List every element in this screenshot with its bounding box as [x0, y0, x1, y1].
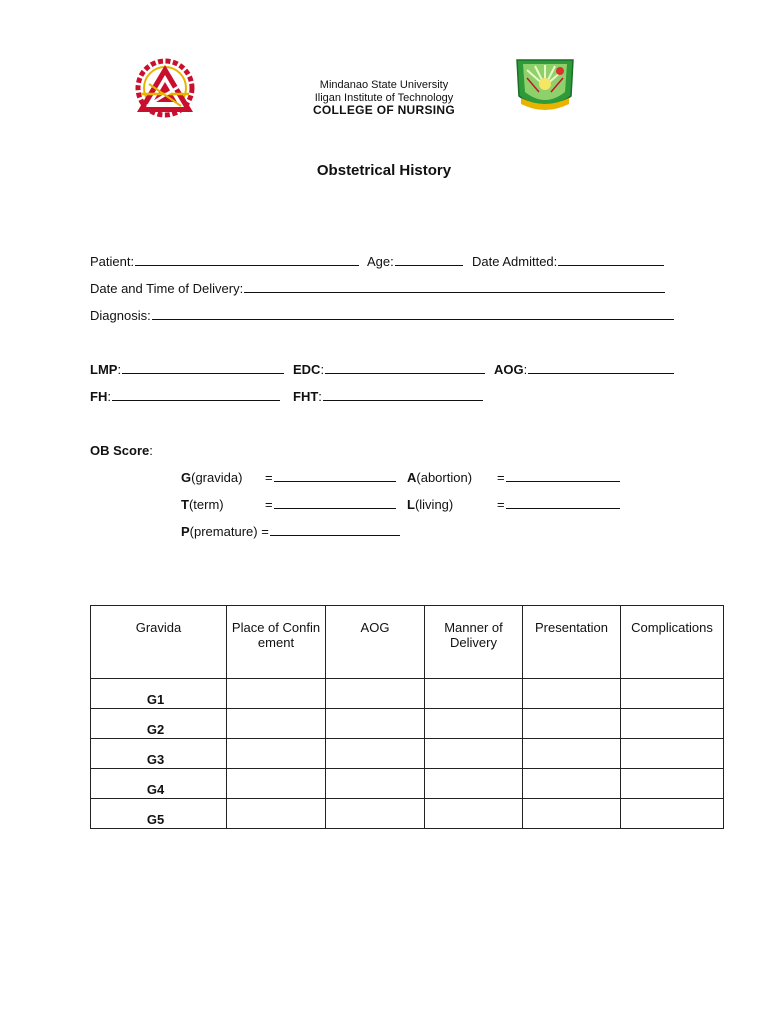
abortion-value — [497, 470, 620, 486]
row-label-g5: G5 — [91, 799, 227, 829]
table-cell[interactable] — [523, 709, 621, 739]
term-value — [265, 497, 396, 513]
a-letter: A — [407, 470, 417, 485]
fh-colon: : — [107, 389, 111, 404]
header-manner-of-delivery: Manner of Delivery — [425, 606, 523, 679]
table-row — [91, 679, 724, 709]
l-letter: L — [407, 497, 415, 512]
p-text: (premature) = — [189, 524, 269, 539]
diagnosis-row — [90, 308, 674, 324]
lmp-row — [90, 362, 284, 378]
abortion-input-line[interactable] — [506, 470, 620, 482]
aog-colon: : — [523, 362, 528, 377]
college-of-nursing-seal-logo — [513, 56, 577, 116]
header-aog: AOG — [326, 606, 425, 679]
university-name: Mindanao State University — [319, 79, 449, 91]
page-title: Obstetrical History — [316, 162, 452, 179]
gravida-value — [265, 470, 396, 486]
table-cell[interactable] — [621, 679, 724, 709]
msu-iit-seal-logo — [131, 58, 199, 118]
obstetrical-history-table — [90, 605, 724, 829]
table-cell[interactable] — [326, 679, 425, 709]
table-cell[interactable] — [326, 799, 425, 829]
term-row — [181, 497, 224, 513]
table-cell[interactable] — [523, 769, 621, 799]
a-text: (abortion) — [416, 470, 473, 485]
table-cell[interactable] — [523, 679, 621, 709]
diagnosis-label: Diagnosis: — [90, 308, 151, 323]
nursing-seal-icon — [513, 56, 577, 116]
edc-label: EDC — [293, 362, 321, 377]
patient-input-line[interactable] — [135, 254, 359, 266]
header-gravida: Gravida — [91, 606, 227, 679]
t-letter: T — [181, 497, 189, 512]
gravida-row — [181, 470, 242, 486]
gravida-input-line[interactable] — [274, 470, 396, 482]
table-row — [91, 769, 724, 799]
college-name: COLLEGE OF NURSING — [312, 103, 456, 117]
table-cell[interactable] — [425, 799, 523, 829]
age-label: Age: — [367, 254, 394, 269]
ob-score-label: OB Score — [90, 443, 150, 458]
table-cell[interactable] — [621, 709, 724, 739]
fht-colon: : — [318, 389, 322, 404]
age-row — [367, 254, 463, 270]
date-admitted-row — [472, 254, 664, 270]
table-cell[interactable] — [425, 709, 523, 739]
a-equals: = — [497, 470, 505, 485]
header-complications: Complications — [621, 606, 724, 679]
living-row — [407, 497, 453, 513]
abortion-row — [407, 470, 472, 486]
edc-input-line[interactable] — [325, 362, 485, 374]
msu-iit-seal-icon — [131, 58, 199, 118]
table-cell[interactable] — [227, 739, 326, 769]
table-header-row — [91, 606, 724, 679]
date-admitted-input-line[interactable] — [558, 254, 664, 266]
living-input-line[interactable] — [506, 497, 620, 509]
lmp-input-line[interactable] — [122, 362, 284, 374]
table-cell[interactable] — [621, 769, 724, 799]
row-label-g2: G2 — [91, 709, 227, 739]
delivery-label: Date and Time of Delivery: — [90, 281, 244, 296]
table-cell[interactable] — [621, 799, 724, 829]
living-value — [497, 497, 620, 513]
table-cell[interactable] — [425, 679, 523, 709]
premature-row — [181, 524, 400, 540]
table-cell[interactable] — [523, 739, 621, 769]
fh-label: FH — [90, 389, 108, 404]
table-cell[interactable] — [227, 799, 326, 829]
t-equals: = — [265, 497, 273, 512]
diagnosis-input-line[interactable] — [152, 308, 674, 320]
patient-row — [90, 254, 359, 270]
table-cell[interactable] — [621, 739, 724, 769]
table-cell[interactable] — [425, 769, 523, 799]
table-row — [91, 799, 724, 829]
fh-row — [90, 389, 280, 405]
l-equals: = — [497, 497, 505, 512]
header-presentation: Presentation — [523, 606, 621, 679]
ob-score-colon: : — [149, 443, 153, 458]
aog-input-line[interactable] — [528, 362, 674, 374]
institute-name: Iligan Institute of Technology — [314, 92, 454, 104]
table-row — [91, 709, 724, 739]
fht-label: FHT — [293, 389, 319, 404]
delivery-input-line[interactable] — [244, 281, 665, 293]
premature-input-line[interactable] — [270, 524, 400, 536]
p-letter: P — [181, 524, 190, 539]
patient-label: Patient: — [90, 254, 135, 269]
table-cell[interactable] — [326, 709, 425, 739]
table-cell[interactable] — [227, 679, 326, 709]
edc-colon: : — [320, 362, 325, 377]
fht-input-line[interactable] — [323, 389, 483, 401]
header-place-of-confinement: Place of Confinement — [227, 606, 326, 679]
aog-row — [494, 362, 674, 378]
t-text: (term) — [188, 497, 224, 512]
table-cell[interactable] — [227, 769, 326, 799]
term-input-line[interactable] — [274, 497, 396, 509]
lmp-label: LMP — [90, 362, 118, 377]
aog-label: AOG — [494, 362, 524, 377]
table-cell[interactable] — [425, 739, 523, 769]
row-label-g4: G4 — [91, 769, 227, 799]
fh-input-line[interactable] — [112, 389, 280, 401]
ob-score-heading — [90, 443, 153, 459]
table-cell[interactable] — [523, 799, 621, 829]
row-label-g1: G1 — [91, 679, 227, 709]
delivery-row — [90, 281, 665, 297]
edc-row — [293, 362, 485, 378]
table-row — [91, 739, 724, 769]
g-text: (gravida) — [191, 470, 243, 485]
lmp-colon: : — [117, 362, 122, 377]
table-cell[interactable] — [326, 739, 425, 769]
table-cell[interactable] — [326, 769, 425, 799]
table-cell[interactable] — [227, 709, 326, 739]
g-letter: G — [181, 470, 192, 485]
row-label-g3: G3 — [91, 739, 227, 769]
l-text: (living) — [414, 497, 454, 512]
age-input-line[interactable] — [395, 254, 463, 266]
g-equals: = — [265, 470, 273, 485]
fht-row — [293, 389, 483, 405]
date-admitted-label: Date Admitted: — [472, 254, 558, 269]
